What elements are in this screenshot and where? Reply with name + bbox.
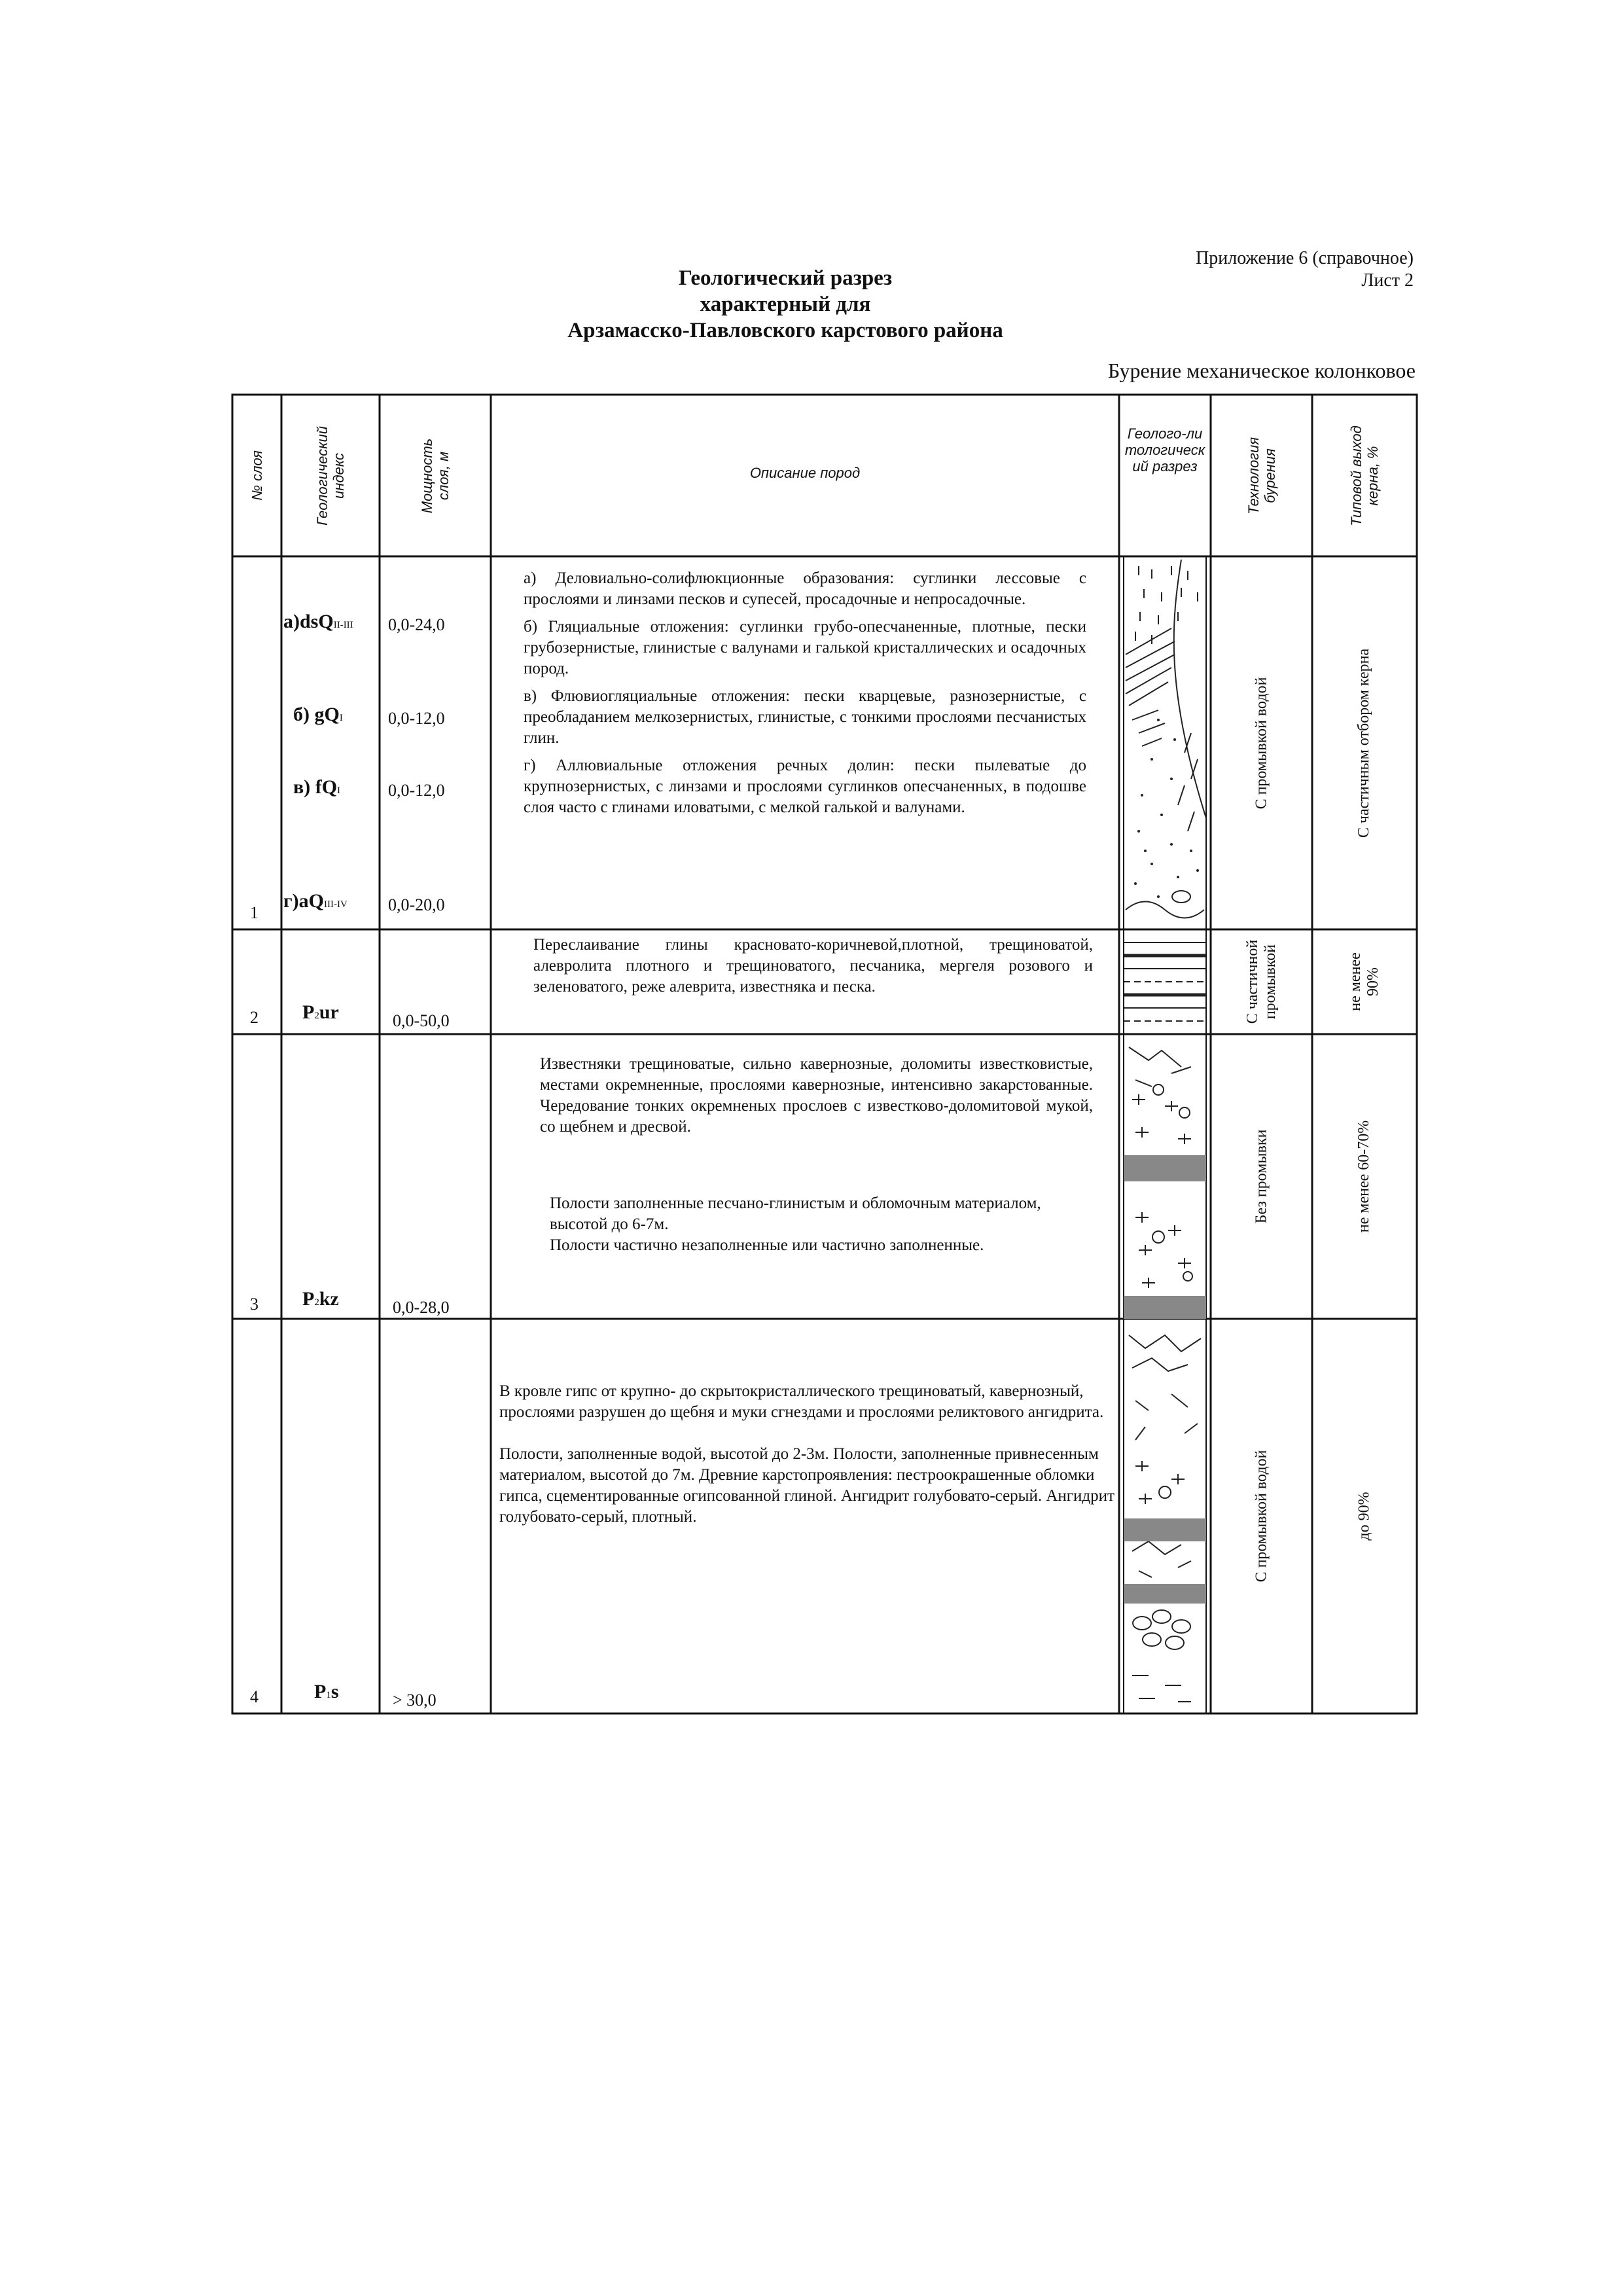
header-core-yield: Типовой выход керна, % — [1348, 425, 1381, 526]
layer-3-description-filled: Полости заполненные песчано-глинистым и обломочным материалом, высотой до 6-7м. — [550, 1194, 1041, 1233]
layer-1d-description: г) Аллювиальные отложения речных долин: пески пылеватые до крупнозернистых, с линзами и прослоями суглинков опесчаненных, в подошве слоя часто с глинами иловатыми, с мелкой галькой и валунами. — [524, 757, 1086, 816]
layer-1b-description: б) Гляциальные отложения: суглинки грубо-опесчаненные, плотные, пески грубозернистые, глинистые с валунами и галькой кристаллических и осадочных пород. — [524, 618, 1086, 677]
layer-4-description-cavities: Полости, заполненные водой, высотой до 2-3м. Полости, заполненные привнесенным материалом, высотой до 7м. Древние карстопроявления: пестроокрашенные обломки гипса, сцементированные огипсованной глиной. Ангидрит голубовато-серый. Ангидрит голубовато-серый, плотный. — [499, 1445, 1115, 1526]
section-layer-3-band-2 — [1124, 1296, 1206, 1319]
layer-1d-index: г)aQIII-IV — [283, 890, 348, 912]
layer-2-core-yield: не менее 90% — [1347, 952, 1382, 1011]
layer-2-number: 2 — [250, 1008, 259, 1027]
header-description: Описание пород — [749, 465, 861, 481]
section-layer-2-pattern — [1124, 942, 1206, 1021]
layer-1c-thickness: 0,0-12,0 — [388, 781, 445, 800]
layer-1-description — [524, 568, 1086, 825]
layer-1-core-yield: С частичным отбором керна — [1355, 648, 1373, 838]
title-line-1: Геологический разрез — [678, 266, 893, 290]
layer-3-description-partial: Полости частично незаполненные или частично заполненные. — [550, 1236, 984, 1254]
layer-3-description — [540, 1054, 1093, 1144]
section-layer-4-band-1 — [1124, 1518, 1206, 1541]
layer-1a-index: а)dsQII-III — [283, 611, 353, 632]
layer-3-description-cavities — [550, 1193, 1086, 1256]
layer-3-technology: Без промывки — [1253, 1129, 1270, 1224]
layer-1-number: 1 — [250, 903, 259, 922]
layer-2-description: Переслаивание глины красновато-коричневой,плотной, трещиноватой, алевролита плотного и трещиноватого, песчаника, мергеля розового и зеленоватого, реже алеврита, известняка и песка. — [533, 936, 1093, 996]
layer-3-core-yield: не менее 60-70% — [1355, 1120, 1373, 1233]
layer-4-thickness: > 30,0 — [393, 1691, 437, 1710]
header-geo-index: Геологический индекс — [314, 425, 348, 526]
appendix-line-1: Приложение 6 (справочное) — [1196, 248, 1414, 268]
layer-1a-thickness: 0,0-24,0 — [388, 615, 445, 634]
layer-4-description-main: В кровле гипс от крупно- до скрытокристаллического трещиноватый, кавернозный, прослоями разрушен до щебня и муки сгнездами и прослоями реликтового ангидрита. — [499, 1382, 1104, 1421]
layer-4-core-yield: до 90% — [1355, 1492, 1373, 1541]
section-layer-4-band-2 — [1124, 1584, 1206, 1604]
layer-4-technology: С промывкой водой — [1253, 1450, 1270, 1583]
layer-1c-index: в) fQI — [293, 776, 341, 798]
layer-4-description — [499, 1381, 1115, 1528]
layer-1b-index: б) gQI — [293, 704, 343, 725]
header-technology: Технология бурения — [1245, 437, 1278, 514]
layer-1b-thickness: 0,0-12,0 — [388, 709, 445, 728]
layer-3-index: P2kz — [302, 1288, 339, 1310]
layer-2-thickness: 0,0-50,0 — [393, 1011, 450, 1030]
layer-2-index: P2ur — [302, 1001, 339, 1023]
layer-1d-thickness: 0,0-20,0 — [388, 895, 445, 914]
title-line-2: характерный для — [700, 293, 871, 316]
header-section: Геолого-литологический разрез — [1124, 425, 1205, 475]
layer-3-thickness: 0,0-28,0 — [393, 1298, 450, 1317]
layer-4-index: P1s — [314, 1681, 339, 1702]
layer-2-technology: С частичной промывкой — [1243, 939, 1279, 1024]
layer-1-technology: С промывкой водой — [1253, 677, 1270, 809]
layer-3-description-main: Известняки трещиноватые, сильно кавернозные, доломиты известковистые, местами окремненные, прослоями кавернозные, интенсивно закарстованные. Чередование тонких окремненых прослоев с известково-доломитовой мукой, со щебнем и дресвой. — [540, 1055, 1093, 1136]
layer-3-number: 3 — [250, 1295, 259, 1314]
layer-1a-description: а) Деловиально-солифлюкционные образования: суглинки лессовые с прослоями и линзами песков и супесей, просадочные и непросадочные. — [524, 569, 1086, 608]
title-line-3: Арзамасско-Павловского карстового района — [567, 319, 1003, 342]
header-thickness: Мощность слоя, м — [419, 438, 452, 513]
section-layer-1-pattern — [1126, 560, 1206, 918]
layer-1c-description: в) Флювиогляциальные отложения: пески кварцевые, разнозернистые, с преобладанием мелкозернистых, глинистые, с тонкими прослоями песчанистых глин. — [524, 687, 1086, 747]
header-layer-no: № слоя — [249, 450, 266, 501]
layer-4-number: 4 — [250, 1687, 259, 1706]
drilling-method: Бурение механическое колонковое — [1107, 359, 1416, 382]
section-layer-3-band-1 — [1124, 1155, 1206, 1181]
appendix-line-2: Лист 2 — [1361, 270, 1414, 291]
